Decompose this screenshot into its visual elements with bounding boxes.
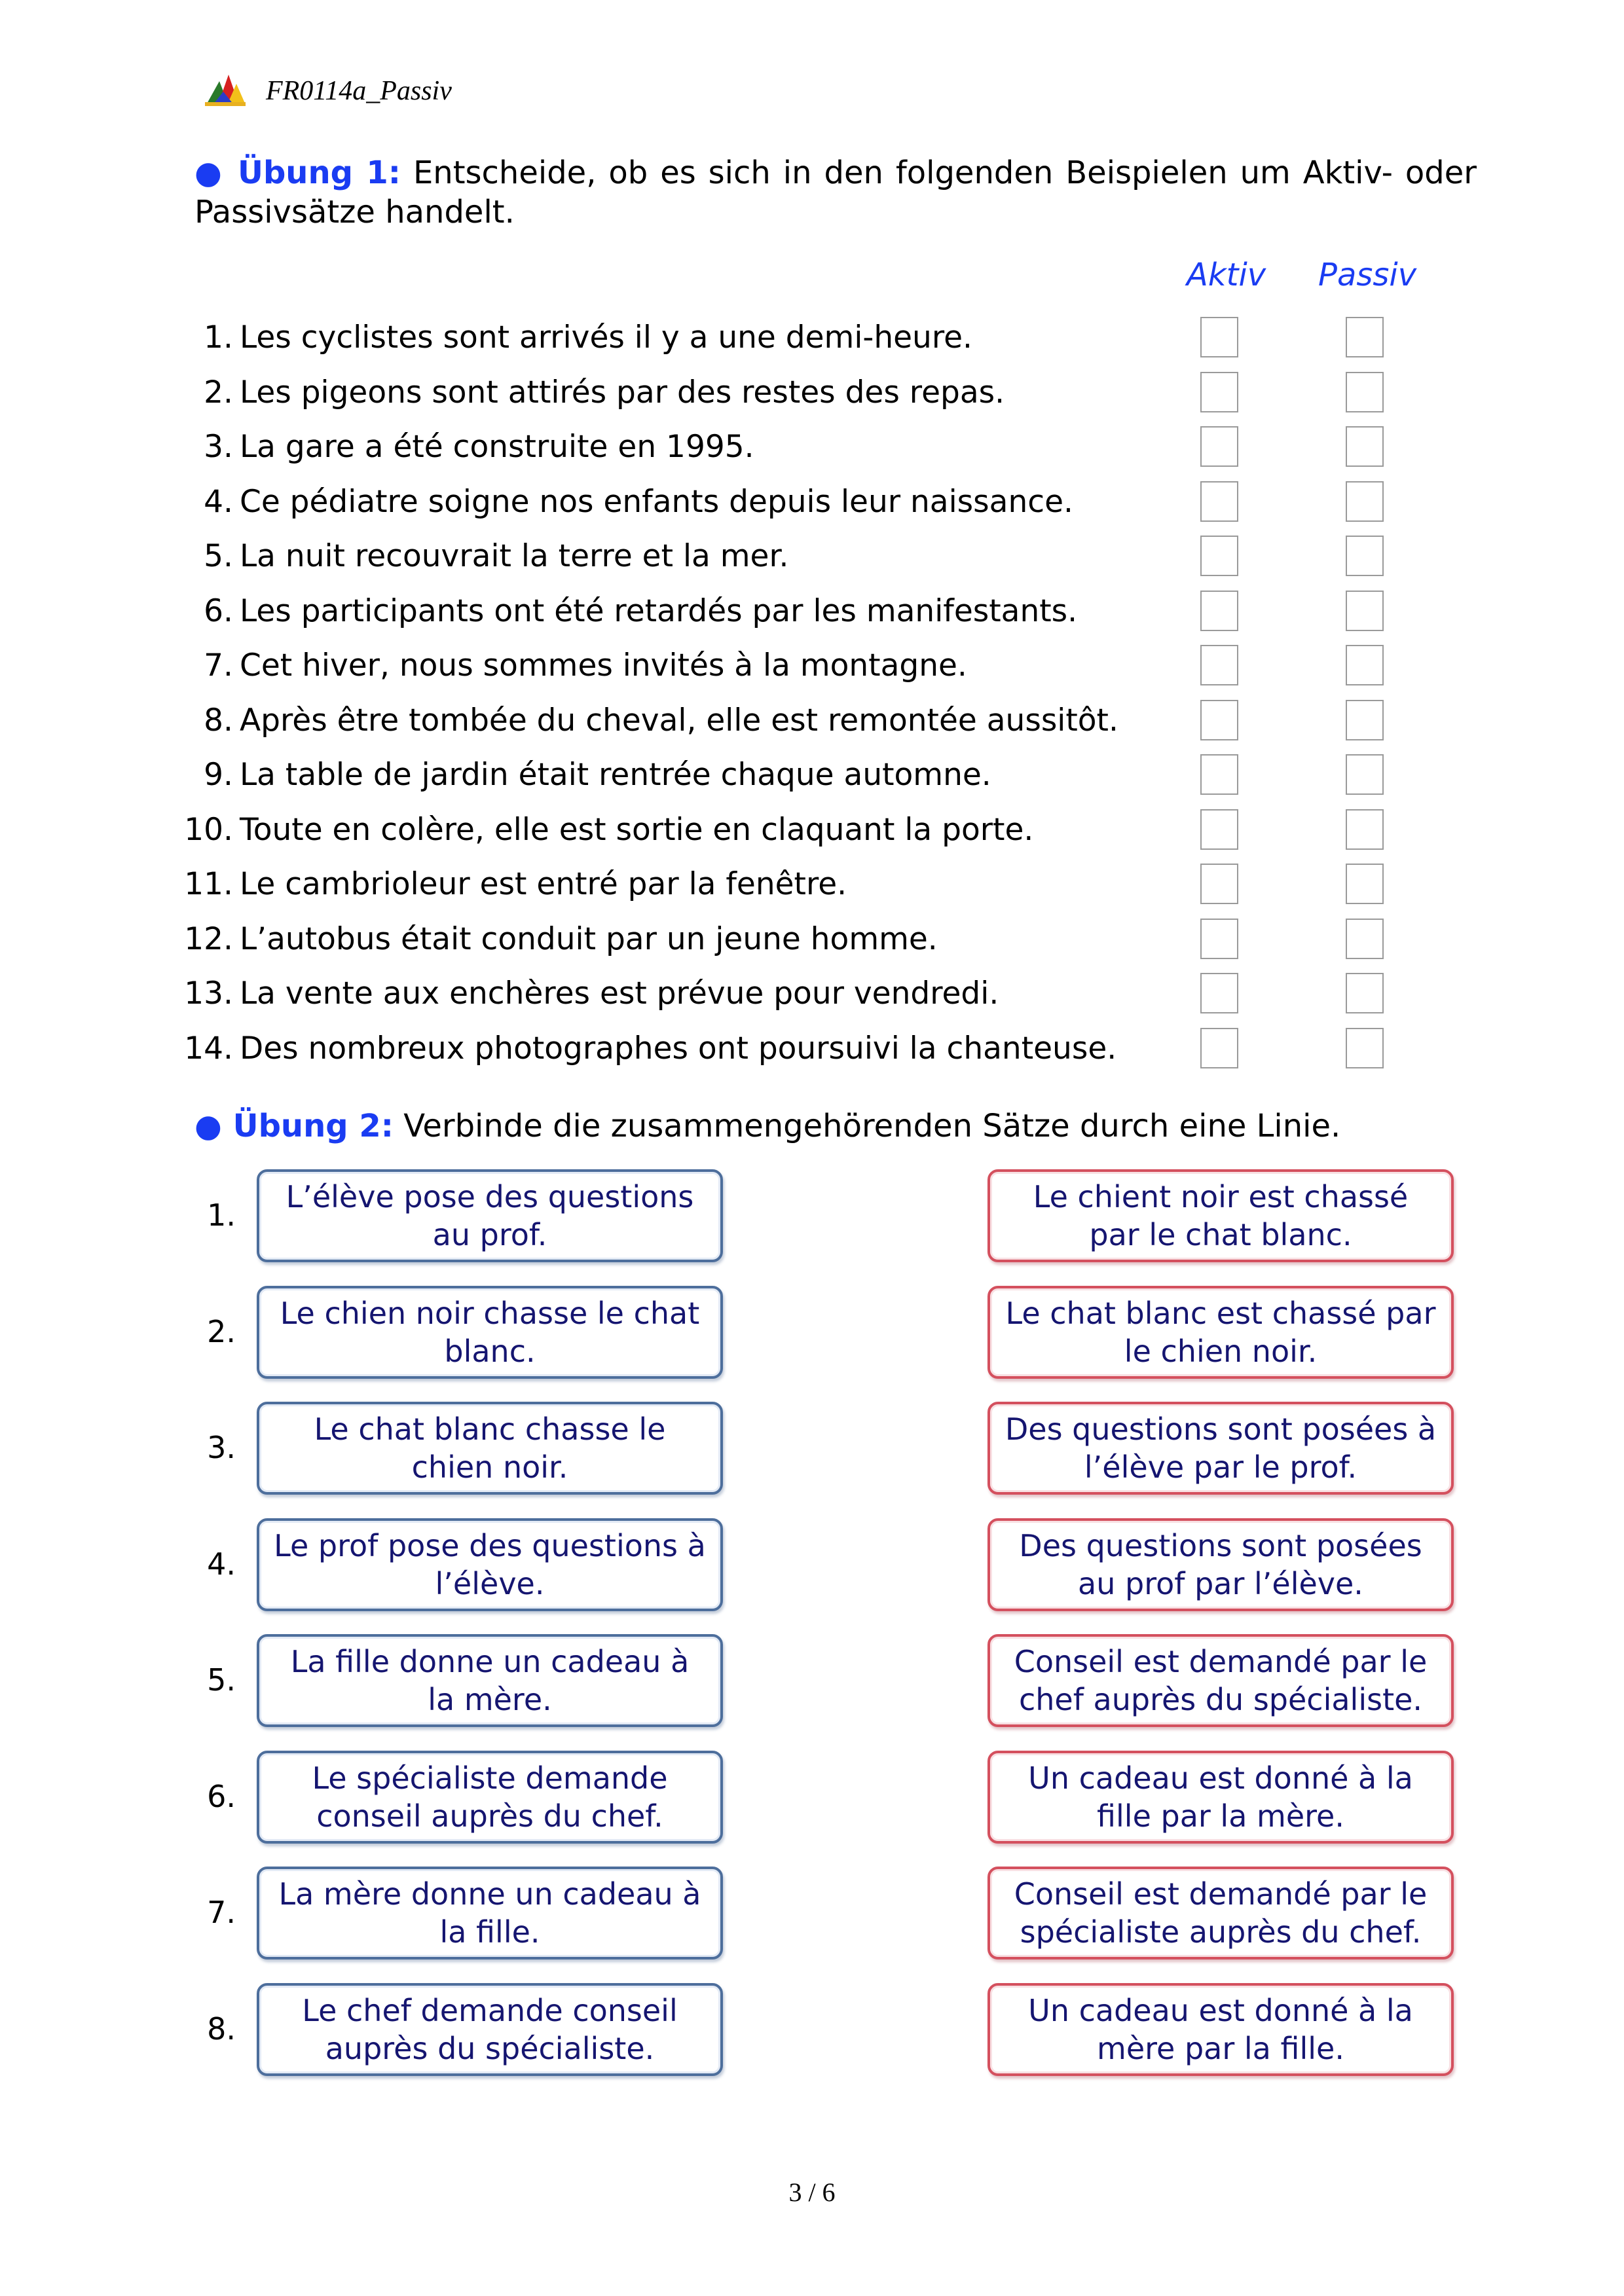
sentence-text: La gare a été construite en 1995. bbox=[240, 429, 754, 465]
active-sentence-card[interactable] bbox=[257, 1634, 723, 1727]
passive-sentence-card[interactable] bbox=[987, 1983, 1454, 2076]
sentence-number: 13. bbox=[184, 975, 233, 1011]
passiv-checkbox[interactable] bbox=[1346, 372, 1384, 412]
pair-number: 3. bbox=[207, 1430, 236, 1465]
active-sentence-text: L’élève pose des questions au prof. bbox=[286, 1179, 694, 1252]
passiv-checkbox[interactable] bbox=[1346, 1028, 1384, 1068]
sentence-number: 6. bbox=[204, 592, 233, 629]
exercise2-instruction bbox=[194, 1106, 1340, 1146]
aktiv-checkbox[interactable] bbox=[1200, 754, 1238, 795]
sentence-number: 4. bbox=[204, 483, 233, 520]
active-sentence-card[interactable] bbox=[257, 1518, 723, 1611]
active-sentence-card[interactable] bbox=[257, 1867, 723, 1959]
sentence-number: 14. bbox=[184, 1030, 233, 1066]
aktiv-checkbox[interactable] bbox=[1200, 700, 1238, 740]
aktiv-checkbox[interactable] bbox=[1200, 481, 1238, 522]
passiv-checkbox[interactable] bbox=[1346, 919, 1384, 959]
sentence-row bbox=[177, 592, 1077, 631]
sentence-text: Toute en colère, elle est sortie en claquant la porte. bbox=[240, 811, 1034, 848]
passive-sentence-text: Conseil est demandé par le chef auprès du spécialiste. bbox=[1014, 1644, 1428, 1717]
sentence-row bbox=[177, 646, 967, 685]
aktiv-checkbox[interactable] bbox=[1200, 426, 1238, 467]
sentence-text: Cet hiver, nous sommes invités à la montagne. bbox=[240, 647, 967, 683]
sentence-row bbox=[177, 373, 1005, 412]
active-sentence-text: Le chef demande conseil auprès du spécialiste. bbox=[302, 1992, 678, 2066]
passive-sentence-card[interactable] bbox=[987, 1518, 1454, 1611]
passiv-checkbox[interactable] bbox=[1346, 481, 1384, 522]
pair-number: 4. bbox=[207, 1546, 236, 1582]
sentence-row bbox=[177, 811, 1033, 850]
active-sentence-text: La fille donne un cadeau à la mère. bbox=[290, 1644, 690, 1717]
sentence-row bbox=[177, 537, 788, 576]
sentence-row bbox=[177, 483, 1073, 522]
column-header-aktiv: Aktiv bbox=[1187, 257, 1266, 293]
sentence-number: 5. bbox=[204, 538, 233, 574]
sentence-text: Ce pédiatre soigne nos enfants depuis leur naissance. bbox=[240, 483, 1073, 520]
passive-sentence-text: Un cadeau est donné à la fille par la mère. bbox=[1028, 1760, 1413, 1834]
passiv-checkbox[interactable] bbox=[1346, 864, 1384, 904]
exercise1-instruction bbox=[194, 153, 1477, 232]
active-sentence-card[interactable] bbox=[257, 1983, 723, 2076]
exercise1-title: ● Übung 1: bbox=[194, 155, 401, 191]
aktiv-checkbox[interactable] bbox=[1200, 809, 1238, 850]
aktiv-checkbox[interactable] bbox=[1200, 1028, 1238, 1068]
sentence-row bbox=[177, 865, 847, 904]
active-sentence-text: Le spécialiste demande conseil auprès du chef. bbox=[312, 1760, 668, 1834]
passiv-checkbox[interactable] bbox=[1346, 536, 1384, 576]
aktiv-checkbox[interactable] bbox=[1200, 864, 1238, 904]
active-sentence-text: Le chien noir chasse le chat blanc. bbox=[280, 1295, 700, 1369]
passiv-checkbox[interactable] bbox=[1346, 426, 1384, 467]
passiv-checkbox[interactable] bbox=[1346, 700, 1384, 740]
sentence-row bbox=[177, 318, 972, 357]
passiv-checkbox[interactable] bbox=[1346, 754, 1384, 795]
active-sentence-card[interactable] bbox=[257, 1751, 723, 1844]
active-sentence-card[interactable] bbox=[257, 1169, 723, 1262]
pair-number: 6. bbox=[207, 1778, 236, 1814]
sentence-text: Le cambrioleur est entré par la fenêtre. bbox=[240, 866, 847, 902]
pair-number: 1. bbox=[207, 1197, 236, 1233]
sentence-text: Les cyclistes sont arrivés il y a une demi-heure. bbox=[240, 319, 972, 355]
sentence-number: 10. bbox=[184, 811, 233, 848]
active-sentence-text: Le prof pose des questions à l’élève. bbox=[274, 1527, 706, 1601]
sentence-number: 11. bbox=[184, 866, 233, 902]
colored-triangles-logo-icon bbox=[204, 72, 247, 107]
sentence-text: La table de jardin était rentrée chaque automne. bbox=[240, 757, 991, 793]
sentence-row bbox=[177, 756, 991, 795]
passive-sentence-text: Conseil est demandé par le spécialiste auprès du chef. bbox=[1014, 1876, 1428, 1950]
active-sentence-card[interactable] bbox=[257, 1286, 723, 1379]
pair-number: 7. bbox=[207, 1895, 236, 1930]
sentence-text: Des nombreux photographes ont poursuivi la chanteuse. bbox=[240, 1030, 1117, 1066]
active-sentence-card[interactable] bbox=[257, 1402, 723, 1495]
passive-sentence-card[interactable] bbox=[987, 1867, 1454, 1959]
passiv-checkbox[interactable] bbox=[1346, 809, 1384, 850]
exercise1-instruction-text: Entscheide, ob es sich in den folgenden Beispielen um Aktiv- oder Passivsätze handelt. bbox=[194, 155, 1477, 230]
sentence-number: 1. bbox=[204, 319, 233, 355]
passive-sentence-text: Des questions sont posées au prof par l’élève. bbox=[1019, 1527, 1422, 1601]
passiv-checkbox[interactable] bbox=[1346, 317, 1384, 357]
aktiv-checkbox[interactable] bbox=[1200, 536, 1238, 576]
passive-sentence-card[interactable] bbox=[987, 1402, 1454, 1495]
pair-number: 5. bbox=[207, 1662, 236, 1698]
pair-number: 8. bbox=[207, 2011, 236, 2047]
passiv-checkbox[interactable] bbox=[1346, 591, 1384, 631]
passive-sentence-text: Le chient noir est chassé par le chat blanc. bbox=[1033, 1179, 1409, 1252]
aktiv-checkbox[interactable] bbox=[1200, 919, 1238, 959]
aktiv-checkbox[interactable] bbox=[1200, 591, 1238, 631]
sentence-text: Les participants ont été retardés par les manifestants. bbox=[240, 592, 1078, 629]
sentence-text: La vente aux enchères est prévue pour vendredi. bbox=[240, 975, 999, 1011]
sentence-row bbox=[177, 428, 754, 467]
passiv-checkbox[interactable] bbox=[1346, 973, 1384, 1013]
sentence-number: 2. bbox=[204, 374, 233, 410]
exercise2-instruction-text: Verbinde die zusammengehörenden Sätze durch eine Linie. bbox=[403, 1108, 1341, 1144]
pair-number: 2. bbox=[207, 1313, 236, 1349]
passive-sentence-card[interactable] bbox=[987, 1286, 1454, 1379]
document-code: FR0114a_Passiv bbox=[266, 76, 452, 106]
aktiv-checkbox[interactable] bbox=[1200, 317, 1238, 357]
passive-sentence-card[interactable] bbox=[987, 1751, 1454, 1844]
passive-sentence-card[interactable] bbox=[987, 1634, 1454, 1727]
sentence-number: 7. bbox=[204, 647, 233, 683]
aktiv-checkbox[interactable] bbox=[1200, 372, 1238, 412]
column-header-passiv: Passiv bbox=[1318, 257, 1417, 293]
sentence-number: 12. bbox=[184, 920, 233, 957]
sentence-row bbox=[177, 701, 1118, 740]
passive-sentence-text: Un cadeau est donné à la mère par la fille. bbox=[1028, 1992, 1413, 2066]
sentence-text: La nuit recouvrait la terre et la mer. bbox=[240, 538, 789, 574]
aktiv-checkbox[interactable] bbox=[1200, 973, 1238, 1013]
sentence-row bbox=[177, 1029, 1116, 1068]
passive-sentence-text: Le chat blanc est chassé par le chien noir. bbox=[1005, 1295, 1436, 1369]
passive-sentence-card[interactable] bbox=[987, 1169, 1454, 1262]
passiv-checkbox[interactable] bbox=[1346, 645, 1384, 685]
sentence-text: L’autobus était conduit par un jeune homme. bbox=[240, 920, 938, 957]
sentence-number: 9. bbox=[204, 757, 233, 793]
aktiv-checkbox[interactable] bbox=[1200, 645, 1238, 685]
active-sentence-text: La mère donne un cadeau à la fille. bbox=[278, 1876, 701, 1950]
page-number: 3 / 6 bbox=[788, 2178, 836, 2207]
sentence-number: 8. bbox=[204, 702, 233, 738]
sentence-number: 3. bbox=[204, 429, 233, 465]
active-sentence-text: Le chat blanc chasse le chien noir. bbox=[314, 1412, 666, 1485]
sentence-text: Après être tombée du cheval, elle est remontée aussitôt. bbox=[240, 702, 1118, 738]
sentence-row bbox=[177, 920, 938, 959]
sentence-text: Les pigeons sont attirés par des restes des repas. bbox=[240, 374, 1005, 410]
exercise2-title: ● Übung 2: bbox=[194, 1108, 394, 1144]
sentence-row bbox=[177, 974, 999, 1013]
passive-sentence-text: Des questions sont posées à l’élève par le prof. bbox=[1005, 1412, 1437, 1485]
